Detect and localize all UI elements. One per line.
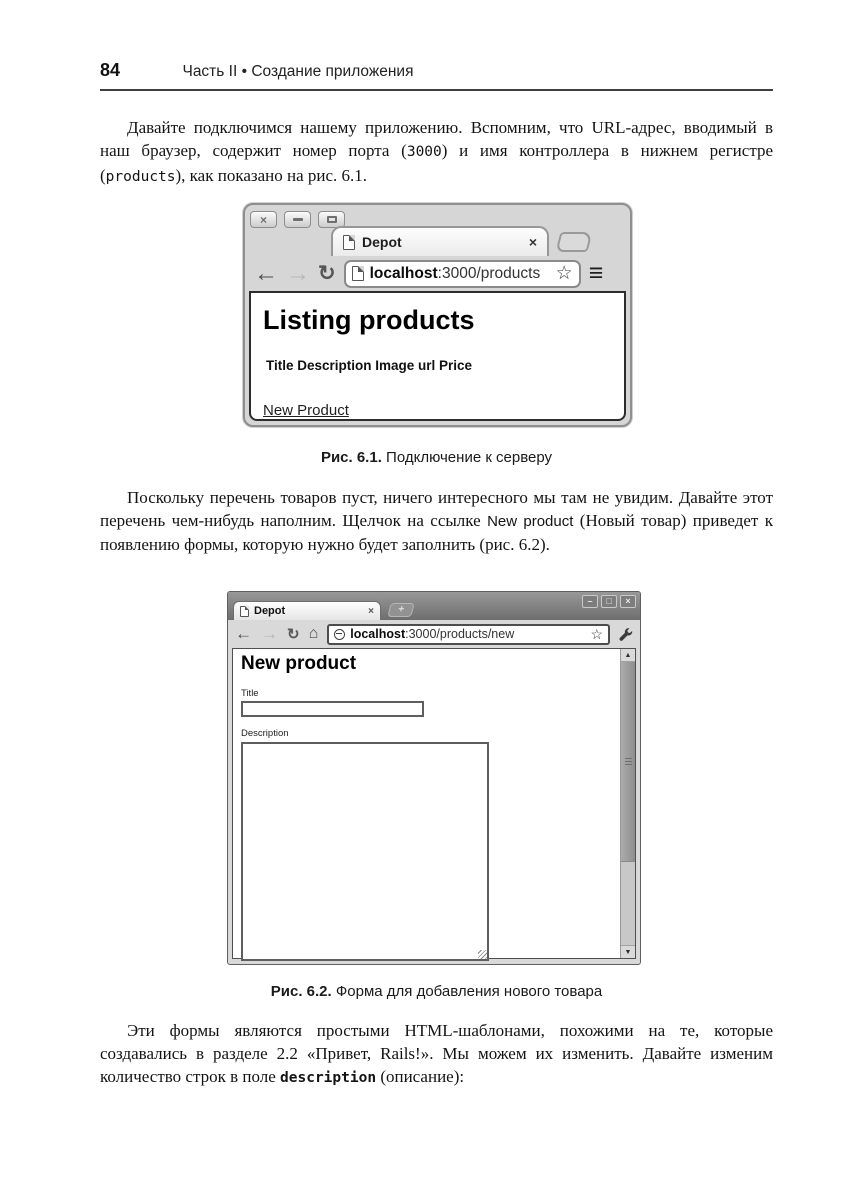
back-icon[interactable]: ← xyxy=(254,259,278,287)
browser-viewport xyxy=(232,648,636,959)
paragraph-1 xyxy=(100,116,773,189)
description-field-wrap xyxy=(241,742,489,961)
bookmark-star-icon[interactable]: ☆ xyxy=(590,625,603,642)
p3-code-description: description xyxy=(280,1070,377,1086)
tab-close-icon[interactable]: × xyxy=(368,605,374,617)
new-product-link[interactable]: New Product xyxy=(263,402,349,419)
p3-text: Эти формы являются простыми HTML-шаблонами, похожими на те, которые создавались в разделе 2.2 «Привет, Rails!». Мы можем их изменить. Давайте изменим количество строк в поле xyxy=(100,1021,773,1086)
tab-title: Depot xyxy=(254,605,286,617)
browser-tab-depot[interactable] xyxy=(331,226,549,256)
page-icon xyxy=(343,235,355,250)
title-input[interactable] xyxy=(241,701,424,717)
new-product-heading: New product xyxy=(241,653,357,674)
wrench-icon[interactable] xyxy=(618,627,633,642)
caption-text: Подключение к серверу xyxy=(386,449,553,466)
scroll-down-icon[interactable]: ▼ xyxy=(621,945,635,958)
page-number: 84 xyxy=(100,60,121,80)
figure-6-1-caption xyxy=(100,449,773,466)
window-maximize-button[interactable]: □ xyxy=(601,595,617,608)
scrollbar[interactable] xyxy=(620,649,635,958)
p1-text: Давайте подключимся нашему приложению. Вспомним, что URL-адрес, вводимый в наш браузер, содержит номер порта ( xyxy=(100,118,773,160)
window-controls xyxy=(250,211,345,228)
home-icon[interactable]: ⌂ xyxy=(308,625,319,642)
reload-icon[interactable]: ↻ xyxy=(287,626,300,643)
browser-viewport xyxy=(249,291,626,421)
forward-icon[interactable]: → xyxy=(261,624,278,643)
description-field-label: Description xyxy=(241,728,289,739)
browser-tab-depot[interactable] xyxy=(233,601,381,620)
url-text xyxy=(370,265,541,283)
paragraph-3 xyxy=(100,1019,773,1090)
p2-new-product: New product xyxy=(487,513,574,530)
reload-icon[interactable]: ↻ xyxy=(318,262,336,285)
tab-title: Depot xyxy=(362,234,402,250)
browser-toolbar xyxy=(228,620,640,648)
window-minimize-button[interactable] xyxy=(284,211,311,228)
window-minimize-button[interactable]: – xyxy=(582,595,598,608)
back-icon[interactable]: ← xyxy=(235,624,252,643)
running-head xyxy=(100,60,773,91)
maximize-icon xyxy=(327,216,337,223)
scroll-up-icon[interactable]: ▲ xyxy=(621,649,635,662)
paragraph-2 xyxy=(100,486,773,556)
forward-icon[interactable]: → xyxy=(286,259,310,287)
p3-text: (описание): xyxy=(376,1067,465,1086)
url-path: :3000/products xyxy=(437,264,541,282)
page-icon xyxy=(352,266,364,281)
scrollbar-grip-icon xyxy=(625,758,632,765)
new-tab-button[interactable] xyxy=(556,232,593,252)
tab-close-icon[interactable]: × xyxy=(528,234,537,250)
close-icon: × xyxy=(259,212,267,227)
listing-products-heading: Listing products xyxy=(263,305,475,335)
address-bar[interactable] xyxy=(327,624,610,645)
p2-text: (Новый товар) приведет к появлению формы, которую нужно будет заполнить (рис. 6.2). xyxy=(100,511,773,554)
scrollbar-thumb[interactable] xyxy=(621,662,635,862)
scheme-icon xyxy=(334,629,345,640)
figure-6-1-browser-window xyxy=(243,203,632,427)
menu-icon[interactable]: ≡ xyxy=(588,259,604,287)
resize-handle-icon[interactable] xyxy=(478,950,487,959)
minimize-icon xyxy=(293,218,303,221)
p1-code-products: products xyxy=(105,169,176,185)
address-bar[interactable] xyxy=(344,260,581,288)
p1-text: ), как показано на рис. 6.1. xyxy=(175,166,368,185)
caption-label: Рис. 6.1. xyxy=(320,449,382,466)
new-product-form xyxy=(241,653,611,961)
table-column-headers: Title Description Image url Price xyxy=(266,358,473,373)
caption-label: Рис. 6.2. xyxy=(270,983,332,1000)
new-tab-button[interactable]: + xyxy=(387,603,414,617)
window-close-button[interactable]: × xyxy=(620,595,636,608)
url-host: localhost xyxy=(350,627,406,641)
window-controls xyxy=(582,595,636,608)
title-field-label: Title xyxy=(241,688,259,699)
p1-text: ) и имя контроллера в нижнем регистре ( xyxy=(100,141,773,185)
figure-6-2-caption xyxy=(100,983,773,1000)
running-title: Часть II • Создание приложения xyxy=(182,63,414,80)
page-icon xyxy=(240,606,249,617)
window-close-button[interactable] xyxy=(250,211,277,228)
browser-toolbar xyxy=(245,256,630,291)
bookmark-star-icon[interactable]: ☆ xyxy=(555,263,573,284)
description-textarea[interactable] xyxy=(241,742,489,961)
p2-text: Поскольку перечень товаров пуст, ничего интересного мы там не увидим. Давайте этот перечень чем-нибудь наполним. Щелчок на ссылке xyxy=(100,488,773,530)
url-text xyxy=(350,627,514,641)
caption-text: Форма для добавления нового товара xyxy=(335,983,603,1000)
p1-code-port: 3000 xyxy=(406,144,442,160)
figure-6-2-browser-window xyxy=(227,591,641,965)
url-path: :3000/products/new xyxy=(405,627,515,641)
url-host: localhost xyxy=(369,264,438,282)
